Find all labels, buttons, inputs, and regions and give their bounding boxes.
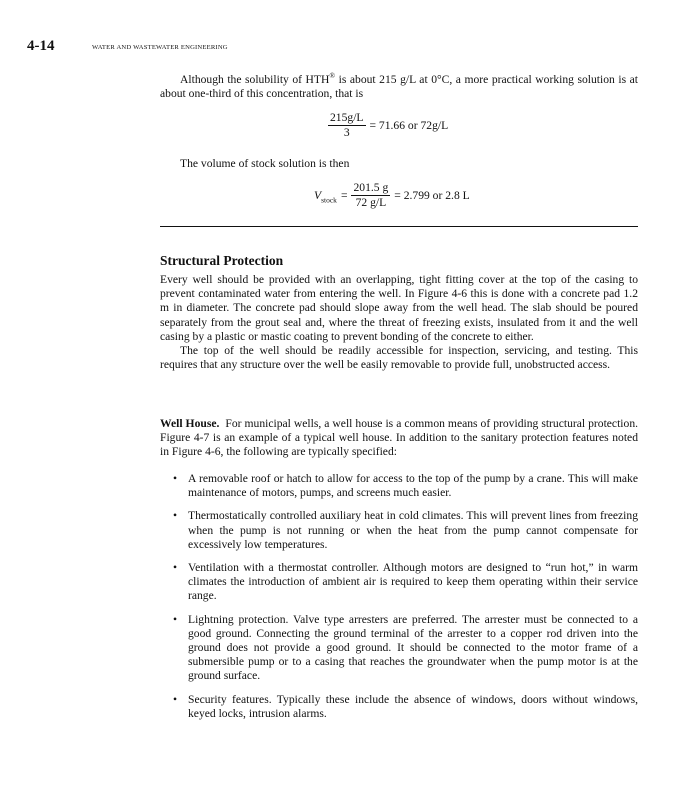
page-number: 4-14 xyxy=(27,38,55,54)
intro-paragraph xyxy=(160,73,638,101)
equation2-numerator: 201.5 g xyxy=(353,181,389,194)
section-heading: Structural Protection xyxy=(160,253,284,268)
bullet-dot: • xyxy=(173,472,178,485)
equation2-fraction xyxy=(351,181,390,210)
well-house-label: Well House. xyxy=(160,417,220,430)
equation-concentration xyxy=(328,111,448,140)
intro-text-a: Although the solubility of HTH xyxy=(180,73,330,86)
list-item xyxy=(160,472,638,500)
equation1-fraction xyxy=(328,111,366,140)
paragraph-cover: Every well should be provided with an overlapping, tight fitting cover at the top of the casing to prevent contaminated water from entering the well. In Figure 4-6 this is done with a concrete pad 1.2 m in diameter. The concrete pad should slope away from the well head. The slab should be poured separately from the grout seal and, where the threat of freezing exists, insulated from it and the well casing by a plastic or mastic coating to prevent bonding of the concrete to either. xyxy=(160,273,638,343)
equation-stock-volume xyxy=(314,181,470,210)
well-house-feature-list xyxy=(160,472,638,730)
list-item xyxy=(160,509,638,552)
equation1-result: = 71.66 or 72g/L xyxy=(369,119,449,132)
equation2-subscript: stock xyxy=(321,195,337,205)
horizontal-rule xyxy=(160,226,638,227)
intro-text-b: is about 215 g/L at 0°C, a more practical working solution is at about one-third of this concentration, that is xyxy=(160,73,638,101)
equation2-lhs xyxy=(314,189,337,205)
equation1-denominator: 3 xyxy=(343,126,350,139)
structural-protection-body xyxy=(160,273,638,372)
bullet-dot: • xyxy=(173,509,178,523)
stock-intro xyxy=(160,157,638,171)
list-item-text: A removable roof or hatch to allow for access to the top of the pump by a crane. This will make maintenance of motors, pumps, and screens much easier. xyxy=(188,472,638,500)
bullet-dot: • xyxy=(173,561,178,575)
list-item xyxy=(160,561,638,604)
list-item-text: Security features. Typically these include the absence of windows, doors without windows, keyed locks, intrusion alarms. xyxy=(188,692,638,720)
paragraph-access: The top of the well should be readily accessible for inspection, servicing, and testing. This requires that any structure over the well be easily removable to provide full, unobstructed access. xyxy=(160,344,638,372)
bullet-dot: • xyxy=(173,692,178,706)
list-item-text: Lightning protection. Valve type arresters are preferred. The arrester must be connected to a good ground. Connecting the ground terminal of the arrester to a copper rod driven into the ground does not provide a good ground. It should be connected to the motor frame of a submersible pump or to a casing that reaches the groundwater when the pump motor is at the ground surface. xyxy=(188,612,638,683)
bullet-dot: • xyxy=(173,612,178,626)
list-item-text: Thermostatically controlled auxiliary heat in cold climates. This will prevent lines from freezing when the pump is not running or when the heat from the pump cannot compensate for excessively low temperatures. xyxy=(188,509,638,551)
equation2-equals: = xyxy=(340,189,348,202)
list-item-text: Ventilation with a thermostat controller. Although motors are designed to “run hot,” in warm climates the introduction of ambient air is required to keep them operating within their service range. xyxy=(188,561,638,603)
stock-intro-text: The volume of stock solution is then xyxy=(180,157,350,170)
equation2-symbol: V xyxy=(314,189,322,202)
running-title: WATER AND WASTEWATER ENGINEERING xyxy=(92,44,228,51)
well-house-paragraph xyxy=(160,417,638,460)
registered-mark: ® xyxy=(329,71,336,81)
list-item xyxy=(160,613,638,684)
well-house-text: For municipal wells, a well house is a common means of providing structural protection. Figure 4-7 is an example of a typical well house. In addition to the sanitary protection features noted in Figure 4-6, the following are typically specified: xyxy=(160,417,639,459)
equation1-numerator: 215g/L xyxy=(330,111,364,124)
equation2-result: = 2.799 or 2.8 L xyxy=(394,189,470,202)
equation2-denominator: 72 g/L xyxy=(355,196,387,209)
list-item xyxy=(160,693,638,721)
